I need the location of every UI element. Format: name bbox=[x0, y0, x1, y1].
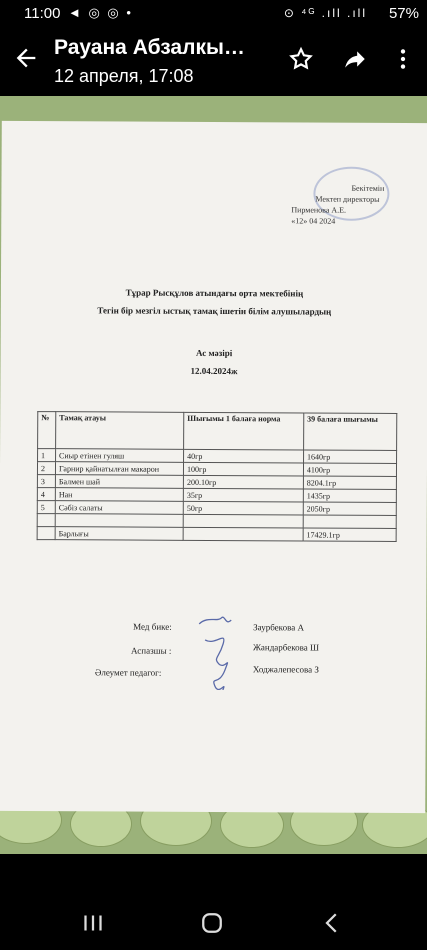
menu-title: Ас мәзірі bbox=[195, 347, 233, 359]
photo-viewer[interactable] bbox=[0, 96, 427, 854]
recent-apps-icon[interactable] bbox=[78, 908, 108, 938]
star-icon[interactable] bbox=[288, 46, 314, 72]
approval-block bbox=[291, 182, 384, 226]
share-icon[interactable] bbox=[342, 46, 368, 72]
cell: 200.10гр bbox=[183, 475, 303, 489]
approve-line: Пирменова А.Е. bbox=[291, 205, 347, 215]
signature-role: Мед бике: bbox=[133, 621, 172, 632]
cell bbox=[183, 514, 303, 528]
cell: 3 bbox=[37, 475, 55, 488]
cell: Гарнир қайнатылған макарон bbox=[55, 462, 183, 476]
cell bbox=[37, 527, 55, 540]
column-header: № bbox=[38, 412, 56, 449]
notification-icons: ◄ ◎ ◎ • bbox=[68, 5, 133, 20]
chat-title: Рауана Абзалкы… bbox=[54, 36, 245, 59]
total-label: Барлығы bbox=[55, 527, 183, 541]
total-value: 17429.1гр bbox=[303, 528, 396, 541]
battery-level: 57% bbox=[388, 5, 419, 22]
cell: 8204.1гр bbox=[303, 476, 396, 489]
cell: 50гр bbox=[183, 501, 303, 515]
cell: Сиыр етінен гуляш bbox=[56, 449, 184, 463]
back-icon[interactable] bbox=[317, 908, 347, 938]
cell: 35гр bbox=[183, 488, 303, 502]
approve-line: «12» 04 2024 bbox=[291, 216, 336, 226]
signature-name: Заурбекова А bbox=[253, 622, 304, 633]
menu-table bbox=[37, 411, 398, 542]
signature-role: Әлеумет педагог: bbox=[94, 667, 162, 678]
cell: 4100гр bbox=[303, 463, 396, 476]
signal-icons: ⊙ ⁴ᴳ .ıll .ıll bbox=[283, 6, 367, 20]
approve-line: Мектеп директоры bbox=[315, 194, 380, 204]
cell: 2050гр bbox=[303, 502, 396, 515]
school-heading: Тұрар Рысқұлов атындағы орта мектебінің bbox=[125, 287, 304, 299]
cell: 40гр bbox=[184, 449, 304, 463]
cell: 1435гр bbox=[303, 489, 396, 502]
cell: Сәбіз салаты bbox=[55, 501, 183, 515]
cell bbox=[303, 515, 396, 528]
cell: 2 bbox=[37, 462, 55, 475]
column-header: Шығымы 1 балаға норма bbox=[184, 412, 304, 450]
cell: 1 bbox=[38, 449, 56, 462]
cell: 100гр bbox=[184, 462, 304, 476]
cell: Балмен шай bbox=[55, 475, 183, 489]
navigation-bar bbox=[0, 856, 427, 950]
document-photo bbox=[0, 121, 427, 813]
cell: 1640гр bbox=[303, 450, 396, 463]
status-bar bbox=[0, 0, 427, 30]
signature-name: Жандарбекова Ш bbox=[253, 642, 320, 653]
cell: 5 bbox=[37, 501, 55, 514]
column-header: Тамақ атауы bbox=[56, 412, 184, 450]
table-row-total bbox=[37, 527, 396, 542]
signature-name: Ходжалепесова З bbox=[252, 664, 319, 675]
column-header: 39 балаға шығымы bbox=[303, 413, 396, 450]
cell: 4 bbox=[37, 488, 55, 501]
home-icon[interactable] bbox=[197, 908, 227, 938]
approve-line: Бекітемін bbox=[351, 183, 385, 193]
cell bbox=[183, 527, 303, 541]
app-bar bbox=[0, 30, 427, 94]
handwritten-signature bbox=[195, 610, 243, 690]
cell: Нан bbox=[55, 488, 183, 502]
cell bbox=[55, 514, 183, 528]
menu-date: 12.04.2024ж bbox=[190, 365, 238, 377]
back-arrow-icon[interactable] bbox=[12, 44, 40, 72]
more-icon[interactable] bbox=[390, 46, 416, 72]
students-heading: Тегін бір мезгіл ыстық тамақ ішетін білім алушылардың bbox=[97, 305, 332, 317]
timestamp: 12 апреля, 17:08 bbox=[54, 66, 194, 86]
cell bbox=[37, 514, 55, 527]
table-header bbox=[38, 412, 397, 451]
signature-role: Аспазшы : bbox=[131, 645, 172, 656]
status-time: 11:00 bbox=[24, 5, 61, 22]
